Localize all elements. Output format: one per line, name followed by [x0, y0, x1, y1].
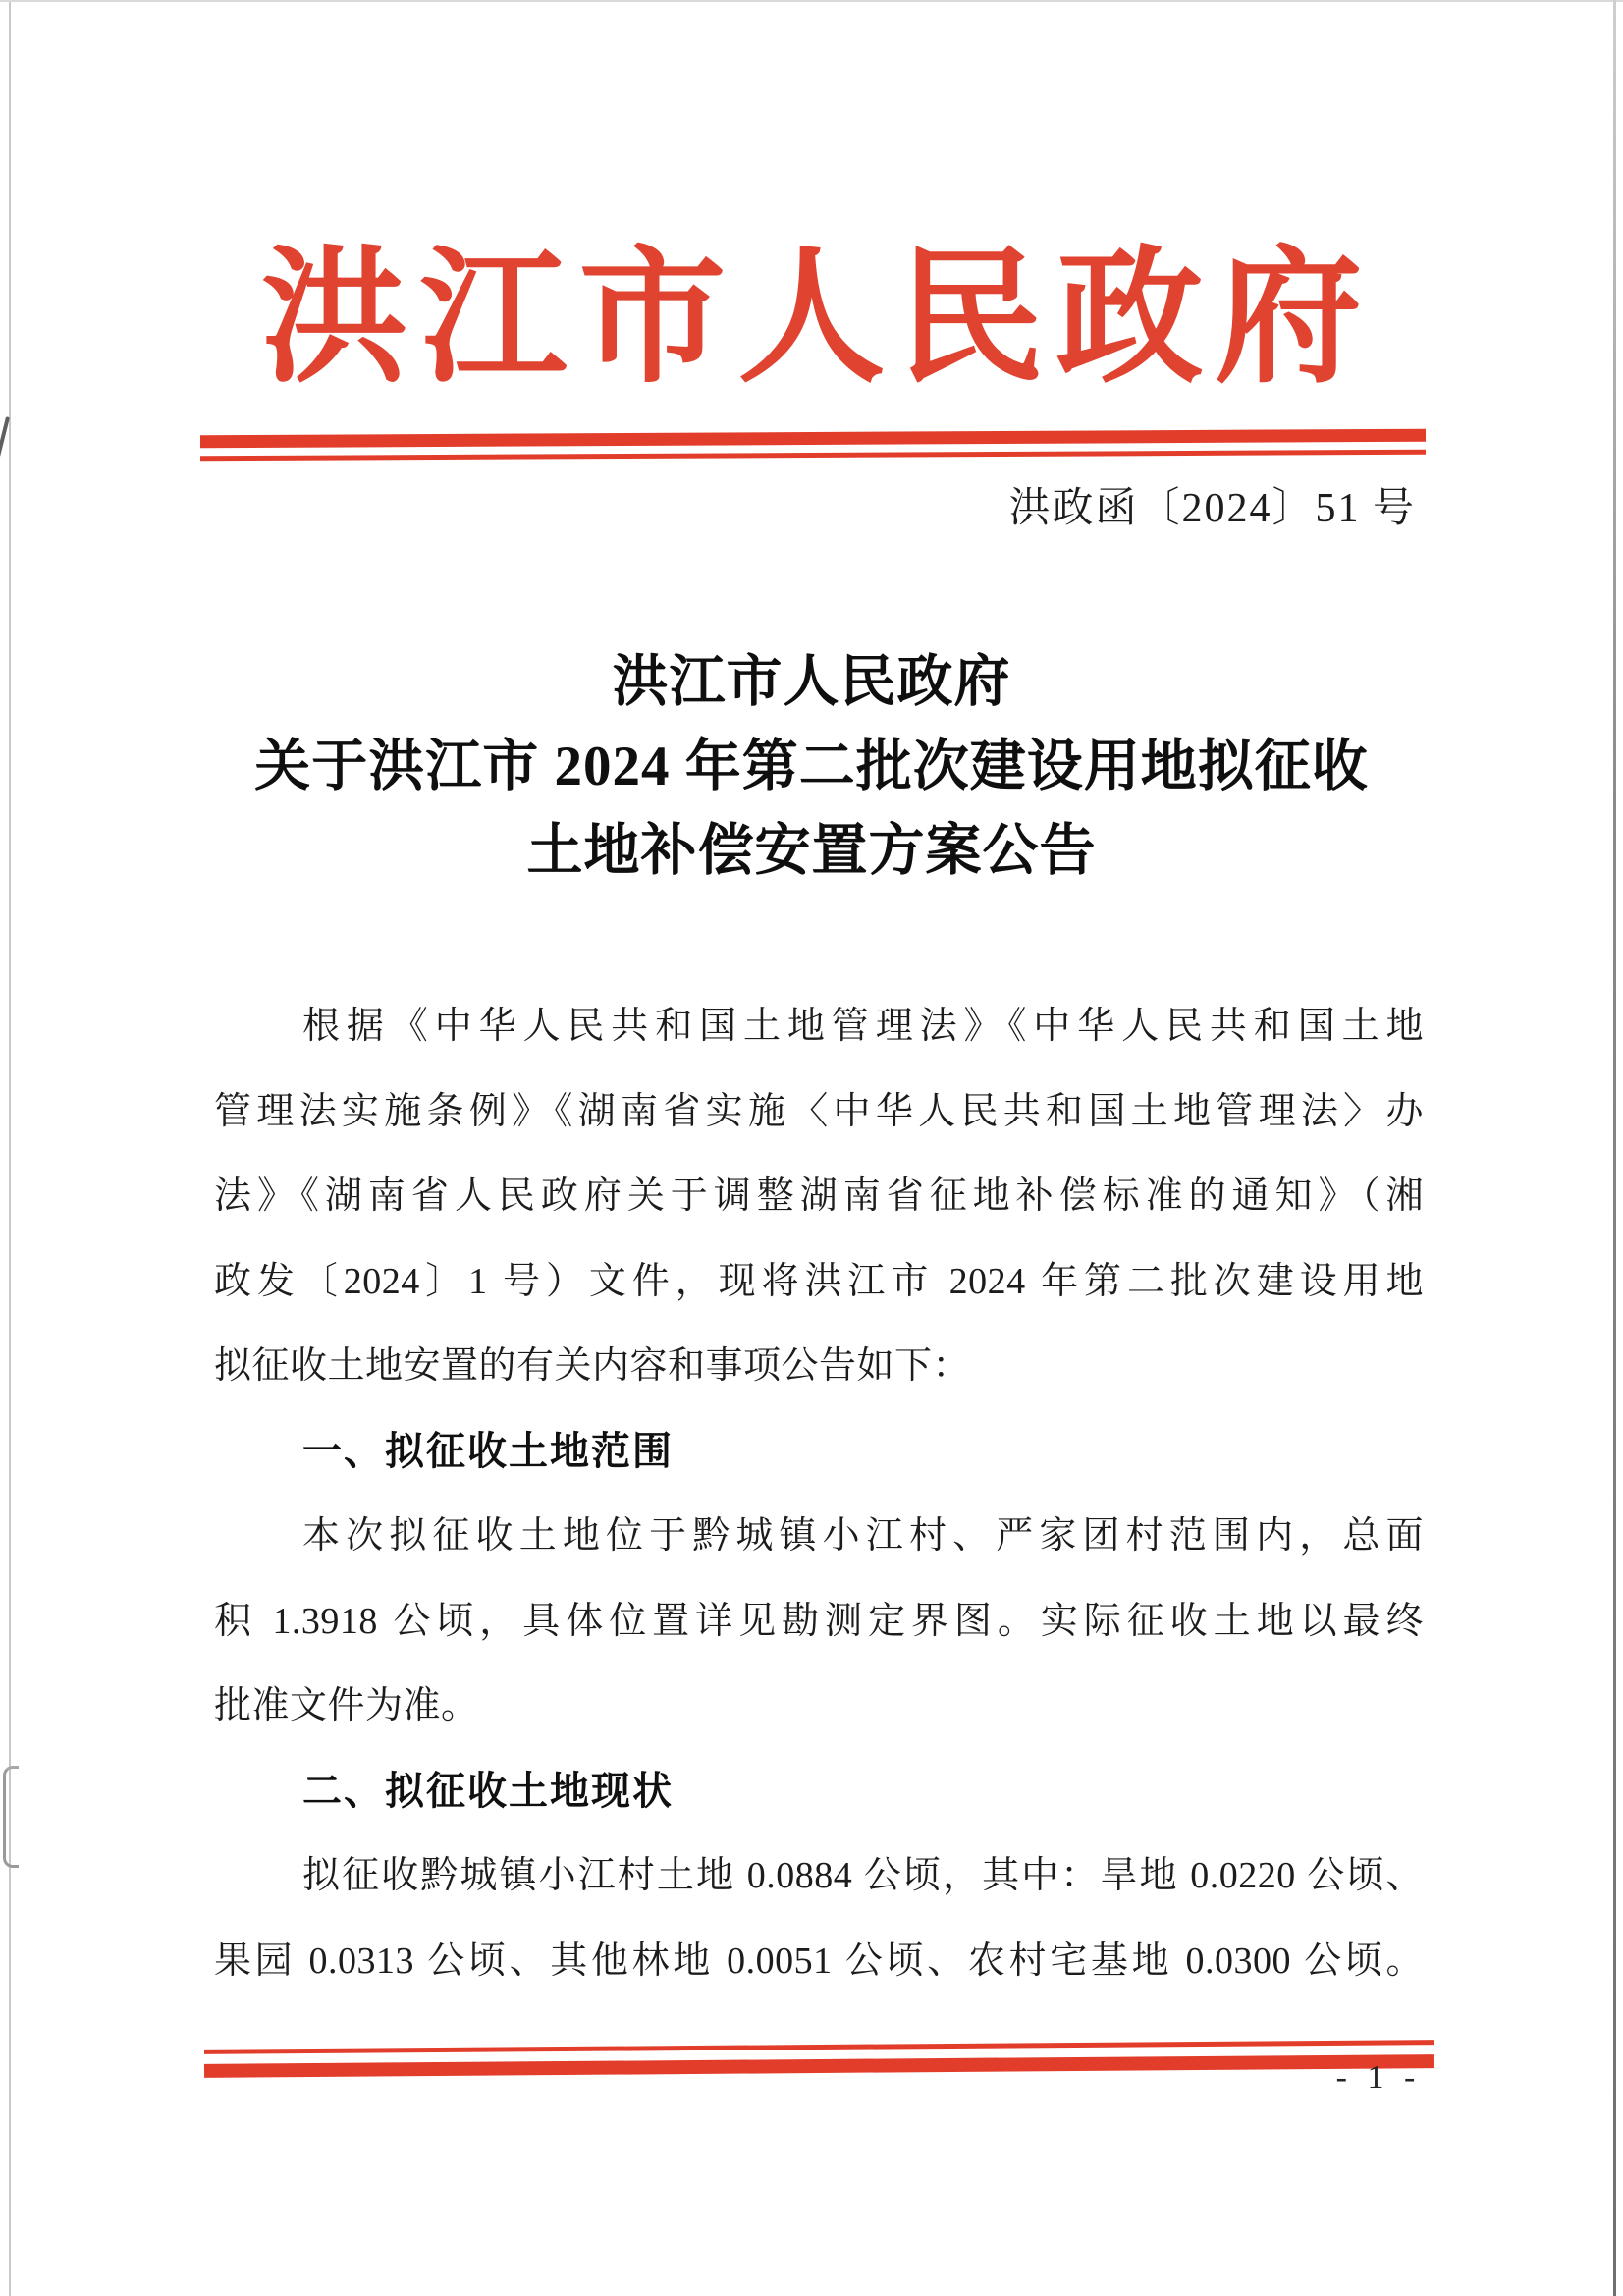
body-line: 拟征收土地安置的有关内容和事项公告如下： — [214, 1345, 971, 1387]
footer-rule-thin — [204, 2040, 1434, 2054]
section-heading-2: 二、拟征收土地现状 — [302, 1769, 674, 1813]
scan-artifact-paperclip — [3, 1766, 19, 1868]
body-line: 管理法实施条例》《湖南省实施〈中华人民共和国土地管理法〉办 — [214, 1090, 1424, 1132]
document-body — [214, 984, 1424, 2003]
document-title-line-1: 洪江市人民政府 — [612, 651, 1011, 713]
document-title — [0, 640, 1623, 894]
body-line: 政发〔2024〕1 号）文件，现将洪江市 2024 年第二批次建设用地 — [214, 1260, 1424, 1302]
scan-edge-top — [0, 0, 1623, 2]
document-number: 洪政函〔2024〕51 号 — [1008, 486, 1416, 531]
letterhead-title: 洪江市人民政府 — [260, 238, 1375, 401]
document-title-line-2: 关于洪江市 2024 年第二批次建设用地拟征收 — [254, 736, 1369, 797]
body-line: 批准文件为准。 — [214, 1685, 479, 1726]
letterhead-rule-thick — [200, 429, 1426, 449]
body-line: 拟征收黔城镇小江村土地 0.0884 公顷，其中：旱地 0.0220 公顷、 — [302, 1855, 1424, 1896]
body-line: 本次拟征收土地位于黔城镇小江村、严家团村范围内，总面 — [302, 1515, 1424, 1557]
document-title-line-3: 土地补偿安置方案公告 — [526, 820, 1097, 882]
body-line: 果园 0.0313 公顷、其他林地 0.0051 公顷、农村宅基地 0.0300 公顷。 — [214, 1940, 1424, 1982]
body-line: 根据《中华人民共和国土地管理法》《中华人民共和国土地 — [302, 1006, 1424, 1047]
footer-rule-thick — [204, 2054, 1434, 2078]
section-heading-1: 一、拟征收土地范围 — [302, 1429, 674, 1473]
page-number: - 1 - — [1335, 2059, 1422, 2096]
letterhead-rule-thin — [200, 450, 1426, 462]
body-line: 法》《湖南省人民政府关于调整湖南省征地补偿标准的通知》（湘 — [214, 1175, 1424, 1217]
body-line: 积 1.3918 公顷，具体位置详见勘测定界图。实际征收土地以最终 — [214, 1600, 1424, 1642]
